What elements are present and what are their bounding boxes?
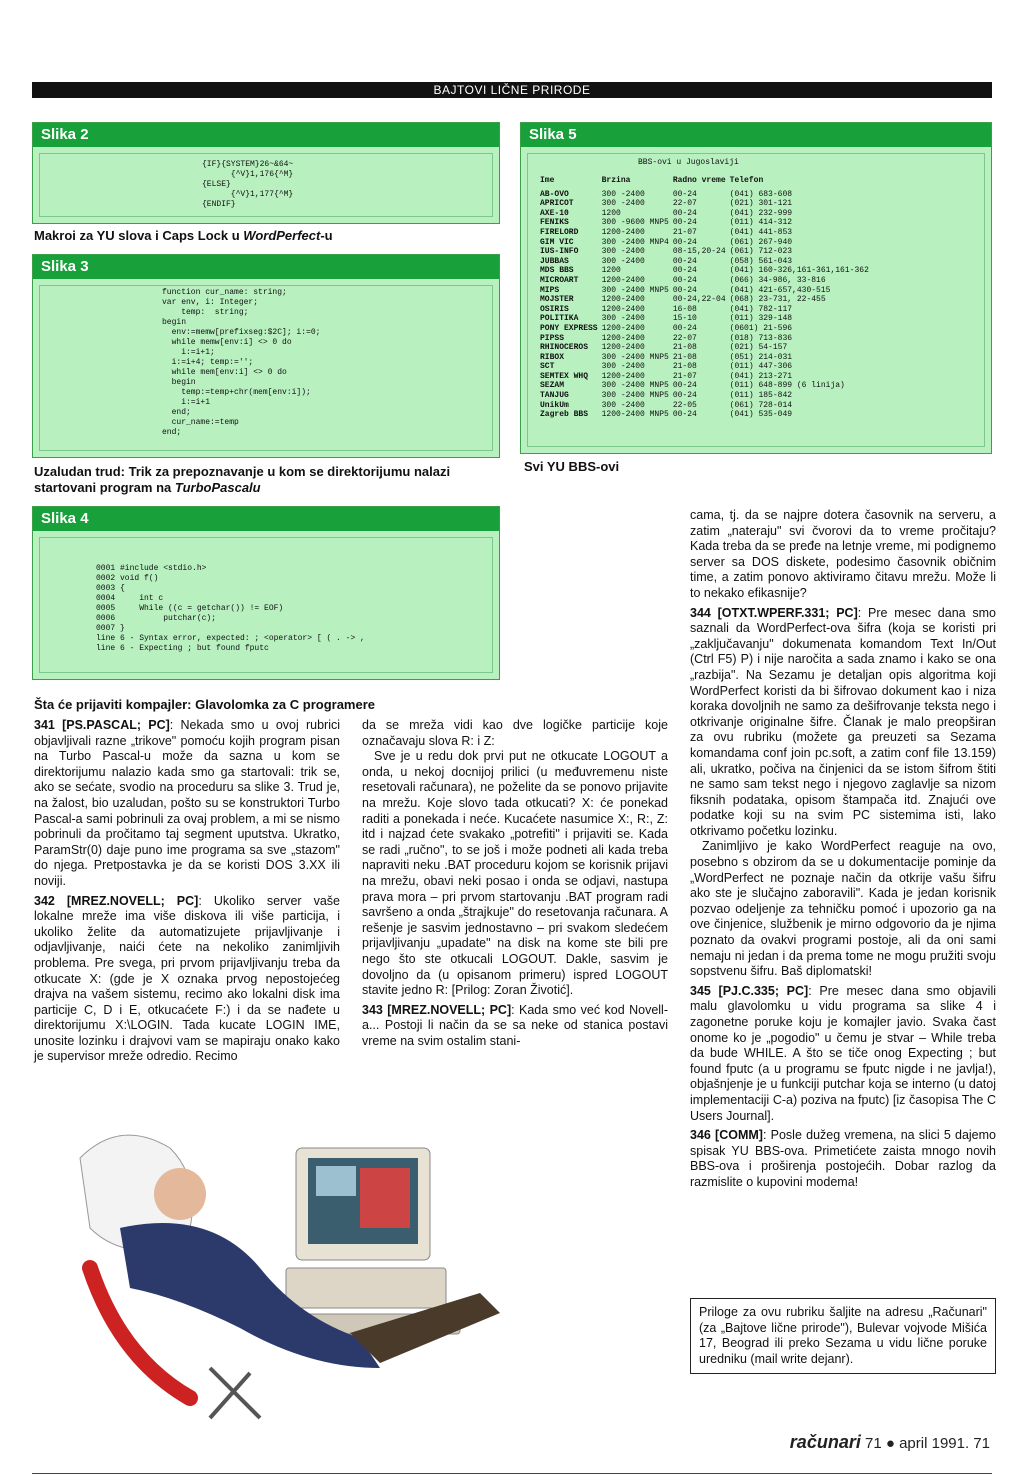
table-cell: 00-24 (672, 323, 697, 333)
table-cell: (058) 561-043 (729, 256, 793, 266)
paragraph-343: 343 [MREZ.NOVELL; PC]: Kada smo već kod Novell-a... Postoji li način da se sa neke od stanica postavi vreme na svim ostalim stani- (362, 1002, 668, 1048)
table-cell: FIRELORD (540, 227, 579, 237)
table-cell: FENIKS (540, 218, 569, 228)
table-cell: APRICOT (540, 199, 574, 209)
table-row (540, 295, 873, 305)
table-row (540, 228, 873, 238)
table-cell: SCT (540, 362, 555, 372)
table-cell: (041) 782-117 (729, 304, 793, 314)
table-cell: 21-08 (672, 343, 697, 353)
table-cell: 1200 (601, 208, 621, 218)
paragraph-344: 344 [OTXT.WPERF.331; PC]: Pre mesec dana smo saznali da WordPerfect-ova šifra (koja se koristi pri „zaključavanju" dokumenata komandom Text In/Out (Ctrl F5) P) i nije naročita a sada znamo i kako se ona „razbija". Na Sezamu je detaljan opis algoritma koji WordPerfect koristi da bi šifrovao dokument kao i niza koraka dovoljnih ne samo za dešifrovanje teksta nego i otkrivanje originalne šifre. Članak je malo preopširan za ovu rubriku (možete ga preuzeti sa Sezama komandama conf join pc.soft, a zatim conf file 13.159) ali, ukratko, počiva na činjenici da se istom šifrom štiti ne samo sam tekst nego i njegovo zaglavlje sa nizom fiksnih podataka, opisom štampača itd. Znajući ove podatke koji su na svim PC sistemima isti, lako otkrivamo početku lozinku. (690, 605, 996, 838)
table-row (540, 401, 873, 411)
table-cell: 21-08 (672, 352, 697, 362)
table-cell: (041) 421-657,430-515 (729, 285, 831, 295)
code-listing: function cur_name: string; var env, i: Integer; temp: string; begin env:=memw[prefixseg:$2C]; i:=0; while memw[env:i] <> 0 do i:=i+1; i:=i+4; temp:=''; while mem[env:i] <> 0 do begin temp:=temp+chr(mem[env:i]); i:=i+1 end; cur_name:=temp end; (162, 288, 321, 437)
figure-slika-4 (32, 506, 500, 680)
table-row (540, 276, 873, 286)
table-cell: 00-24 (672, 285, 697, 295)
table-cell: PONY EXPRESS (540, 323, 598, 333)
table-cell: 00-24 (672, 266, 697, 276)
table-cell: (041) 160-326,161-361,161-362 (729, 266, 869, 276)
article-column-2 (362, 718, 668, 1049)
table-cell: (061) 267-940 (729, 237, 793, 247)
table-cell: 300 -2400 (601, 189, 645, 199)
table-cell: 300 -2400 (601, 199, 645, 209)
table-header-row (540, 176, 873, 190)
table-cell: 00-24 (672, 237, 697, 247)
table-cell: PIPSS (540, 333, 565, 343)
table-cell: OSIRIS (540, 304, 569, 314)
figure-slika-2 (32, 122, 500, 224)
table-cell: 300 -2400 MNP5 (601, 352, 669, 362)
code-listing: {IF}{SYSTEM}26~&64~ {^V}1,176{^M} {ELSE} {^V}1,177{^M} {ENDIF} (202, 160, 294, 209)
page-footer (790, 1432, 990, 1453)
table-cell: 300 -2400 (601, 362, 645, 372)
table-cell: 15-10 (672, 314, 697, 324)
table-row (540, 334, 873, 344)
magazine-brand: računari (789, 1432, 861, 1452)
table-cell: 00-24 (672, 391, 697, 401)
table-cell: 1200-2400 (601, 227, 645, 237)
code-panel (39, 153, 493, 217)
table-cell: 00-24 (672, 218, 697, 228)
table-cell: 1200-2400 (601, 275, 645, 285)
footer-rule (32, 1473, 992, 1474)
computer-unit (286, 1268, 446, 1308)
figure-title: Slika 2 (33, 123, 499, 147)
table-row (540, 199, 873, 209)
table-cell: (041) 441-853 (729, 227, 793, 237)
table-cell: 22-05 (672, 400, 697, 410)
table-cell: GIM VIC (540, 237, 574, 247)
section-header-bar (32, 82, 992, 98)
figure-title: Slika 3 (33, 255, 499, 279)
table-cell: 21-07 (672, 371, 697, 381)
table-cell: (041) 213-271 (729, 371, 793, 381)
table-cell: 300 -2400 (601, 256, 645, 266)
table-cell: 1200-2400 (601, 333, 645, 343)
figure-caption: Uzaludan trud: Trik za prepoznavanje u kom se direktorijumu nalazi startovani program na TurboPascalu (34, 464, 451, 495)
article-column-3 (690, 508, 996, 1191)
table-cell: AB-OVO (540, 189, 569, 199)
table-row (540, 343, 873, 353)
table-row (540, 381, 873, 391)
table-row (540, 190, 873, 200)
code-panel (39, 285, 493, 451)
table-cell: 21-08 (672, 362, 697, 372)
table-cell: JUBBAS (540, 256, 569, 266)
paragraph: Zanimljivo je kako WordPerfect reaguje na ovo, posebno s obzirom da se u dokumentacije pominje da „WordPerfect ne poznaje način da otkrije vašu šifru ako ste je slučajno zaboravili". Kada je jedan korisnik pozvao odeljenje za tehničku pomoć i upozorio ga na ove činjenice, službenik je mirno odgovorio da je njima poznato da ovakvi programi postoje, ali da oni sami nemaju ni jedan i da prema tome ne mogu pružiti svoju sopstvenu šifru. Baš diplomatski! (690, 839, 996, 979)
table-row (540, 324, 873, 334)
table-cell: (021) 54-157 (729, 343, 788, 353)
table-row (540, 257, 873, 267)
paragraph: cama, tj. da se najpre dotera časovnik na serveru, a zatim „nateraju" svi čvorovi da to vreme pročitaju? Kada treba da se pređe na letnje vreme, mi podignemo server sa DOS diskete, podesimo časovnik običnim time, a zatim ponovo aktiviramo čitavu mrežu. Može li to nekako efikasnije? (690, 508, 996, 600)
table-header-cell: Ime (540, 176, 555, 185)
table-cell: MIPS (540, 285, 560, 295)
section-title: BAJTOVI LIČNE PRIRODE (433, 83, 591, 97)
table-cell: 22-07 (672, 333, 697, 343)
table-cell: (018) 713-836 (729, 333, 793, 343)
table-header-cell: Telefon (729, 176, 764, 185)
bbs-table (540, 176, 873, 420)
table-header-cell: Brzina (601, 176, 631, 185)
paragraph-346: 346 [COMM]: Posle dužeg vremena, na slici 5 dajemo spisak YU BBS-ova. Primetićete zaista mnogo novih BBS-ova i proširenja postojećih. Dobar razlog da razmislite o kupovini modema! (690, 1128, 996, 1189)
table-row (540, 247, 873, 257)
table-row (540, 305, 873, 315)
table-cell: 1200-2400 (601, 343, 645, 353)
table-cell: SEZAM (540, 381, 565, 391)
table-cell: IUS-INFO (540, 247, 579, 257)
table-cell: MOJSTER (540, 295, 574, 305)
table-cell: SEMTEX WHQ (540, 371, 589, 381)
table-header-cell: Radno vreme (672, 176, 726, 185)
figure-title: Slika 4 (33, 507, 499, 531)
table-cell: 00-24 (672, 208, 697, 218)
table-cell: 00-24 (672, 189, 697, 199)
table-cell: (011) 185-842 (729, 391, 793, 401)
table-cell: 00-24 (672, 275, 697, 285)
table-cell: UnikUm (540, 400, 569, 410)
table-row (540, 410, 873, 420)
code-panel (39, 537, 493, 673)
table-cell: (011) 648-899 (6 linija) (729, 381, 845, 391)
table-cell: (041) 683-608 (729, 189, 793, 199)
figure-slika-3 (32, 254, 500, 458)
code-listing: 0001 #include <stdio.h> 0002 void f() 0003 { 0004 int c 0005 While ((c = getchar()) != EOF) 0006 putchar(c); 0007 } line 6 - Syntax error, expected: ; <operator> [ ( . -> , line 6 - Expecting ; but found fputc (96, 564, 365, 653)
paragraph: Sve je u redu dok prvi put ne otkucate LOGOUT a onda, u nekoj docnijoj prilici (u međuvremenu niste resetovali računara), ne poželite da se ponovo prijavite na mrežu. Koje slovo tada otkucati? X: će ponekad raditi a ponekada i neće. Kucaćete nasumice X:, R:, Z: itd i najzad ćete svakako „potrefiti" i prijaviti se. Kada se radi „ručno", to se još i može podneti ali kada treba napraviti neku .BAT proceduru kojom se korisnik prijavi na mrežu, obavi neki posao i onda se odjavi, nastupa prava mora – pri prvom startovanju .BAT program radi savršeno a onda „štrajkuje" do resetovanja računara. A rešenje je sasvim jednostavno – pri svakom sledećem prijavljivanju „upadate" na disk na kome ste bili pre nego što ste otkucali LOGOUT. Dakle, sasvim je dovoljno da (u opisanom primeru) ispred LOGOUT stavite jedno R: [Prilog: Zoran Životić]. (362, 749, 668, 998)
table-cell: (061) 728-014 (729, 400, 793, 410)
figure-caption: Šta će prijaviti kompajler: Glavolomka za C programere (34, 697, 376, 712)
table-cell: 1200-2400 (601, 295, 645, 305)
table-row (540, 218, 873, 228)
table-cell: 1200-2400 (601, 304, 645, 314)
table-cell: MICROART (540, 275, 579, 285)
table-cell: (061) 712-023 (729, 247, 793, 257)
table-row (540, 238, 873, 248)
table-cell: 00-24 (672, 381, 697, 391)
table-row (540, 372, 873, 382)
table-cell: (021) 301-121 (729, 199, 793, 209)
table-cell: 22-07 (672, 199, 697, 209)
table-cell: 300 -9600 MNP5 (601, 218, 669, 228)
table-cell: 300 -2400 MNP5 (601, 381, 669, 391)
person-head (154, 1168, 206, 1220)
paragraph-341: 341 [PS.PASCAL; PC]: Nekada smo u ovoj rubrici objavljivali razne „trikove" pomoću kojih program pisan na Turbo Pascal-u može da sazna u kom se direktorijumu nalazio kada smo ga startovali: trik se, ako se sećate, svodio na proceduru sa slike 3. Trud je, na žalost, bio uzaludan, pošto su se konstruktori Turbo Pascal-a sami pobrinuli za ovaj problem, a mi se nismo pobrinuli da pročitamo taj segment uputstva. Ukratko, ParamStr(0) daje puno ime programa sa sve „stazom" do njega. Pretpostavka je da se koristi DOS 3.XX ili noviji. (34, 718, 341, 888)
table-cell: POLITIKA (540, 314, 579, 324)
issue-info: 71 ● april 1991. 71 (860, 1435, 990, 1452)
table-cell: 00-24 (672, 410, 697, 420)
paragraph: da se mreža vidi kao dve logičke particije koje označavaju slova R: i Z: (362, 718, 668, 748)
figure-caption: Makroi za YU slova i Caps Lock u WordPerfect-u (34, 228, 333, 243)
table-cell: (0601) 21-596 (729, 323, 793, 333)
table-row (540, 391, 873, 401)
table-cell: (011) 329-148 (729, 314, 793, 324)
table-cell: 1200-2400 MNP5 (601, 410, 669, 420)
table-cell: AXE-10 (540, 208, 569, 218)
table-row (540, 362, 873, 372)
table-cell: (068) 23-731, 22-455 (729, 295, 826, 305)
table-cell: 300 -2400 (601, 314, 645, 324)
table-cell: (011) 414-312 (729, 218, 793, 228)
figure-slika-5 (520, 122, 992, 454)
table-cell: 300 -2400 MNP4 (601, 237, 669, 247)
table-panel (527, 153, 985, 447)
table-row (540, 286, 873, 296)
table-cell: (041) 232-999 (729, 208, 793, 218)
paragraph-342: 342 [MREZ.NOVELL; PC]: Ukoliko server vaše lokalne mreže ima više diskova ili više particija, i ukoliko želite da automatizujete prijavljivanje i odjavljivanje, naići ćete na nekoliko zanimljivih problema. Pre svega, pri prvom prijavljivanju treba da otkucate X: (gde je X oznaka prvog nepostojećeg drajva na vašem sistemu, recimo ako lokalni disk ima particije C, D i E, otkucaćete F:) i da se nađete u direktorijumu X:\LOGIN. Tada kucate LOGIN IME, unosite lozinku i drajvovi vam se mapiraju onako kako je supervisor mreže odredio. Recimo (34, 893, 340, 1064)
table-cell: 300 -2400 MNP5 (601, 391, 669, 401)
table-cell: 1200 (601, 266, 621, 276)
table-cell: (041) 535-049 (729, 410, 793, 420)
paragraph-345: 345 [PJ.C.335; PC]: Pre mesec dana smo objavili malu glavolomku u vidu programa sa slike 4 i zagonetne poruke koju je komajler javio. Svaka čast onome ko je „pogodio" u čemu je stvar – While treba da bude WHILE. A što se tiče onog Expecting ; but found fputc (a u programu se fputc nigde i ne javlja!), objašnjenje je u funkciji putchar koja se interno (u datoj implementaciji C-a) poziva na fputc) [iz časopisa The C Users Journal]. (690, 983, 996, 1123)
table-cell: 21-07 (672, 227, 697, 237)
table-cell: 16-08 (672, 304, 697, 314)
table-cell: (011) 447-306 (729, 362, 793, 372)
table-cell: RHINOCEROS (540, 343, 589, 353)
table-cell: RIBOX (540, 352, 565, 362)
table-cell: (066) 34-986, 33-816 (729, 275, 826, 285)
table-cell: Zagreb BBS (540, 410, 589, 420)
figure-title: Slika 5 (521, 123, 991, 147)
table-title: BBS-ovi u Jugoslaviji (638, 158, 739, 167)
table-cell: MDS BBS (540, 266, 574, 276)
illustration-man-at-computer (60, 1118, 664, 1428)
table-cell: 1200-2400 (601, 371, 645, 381)
table-row (540, 353, 873, 363)
table-cell: 08-15,20-24 (672, 247, 726, 257)
table-row (540, 266, 873, 276)
article-column-1 (34, 718, 340, 1065)
table-cell: (051) 214-031 (729, 352, 793, 362)
table-cell: 00-24,22-04 (672, 295, 726, 305)
table-cell: 300 -2400 MNP5 (601, 285, 669, 295)
table-cell: 00-24 (672, 256, 697, 266)
table-cell: 300 -2400 (601, 247, 645, 257)
table-row (540, 314, 873, 324)
chair-base (210, 1368, 260, 1418)
table-row (540, 209, 873, 219)
table-cell: 1200-2400 (601, 323, 645, 333)
table-cell: TANJUG (540, 391, 569, 401)
figure-caption: Svi YU BBS-ovi (524, 459, 620, 474)
table-cell: 300 -2400 (601, 400, 645, 410)
submission-note: Priloge za ovu rubriku šaljite na adresu „Računari" (za „Bajtove lične prirode"), Bulevar vojvode Mišića 17, Beograd ili preko Sezama u vidu lične poruke uredniku (mail write dejanr). (690, 1298, 996, 1374)
